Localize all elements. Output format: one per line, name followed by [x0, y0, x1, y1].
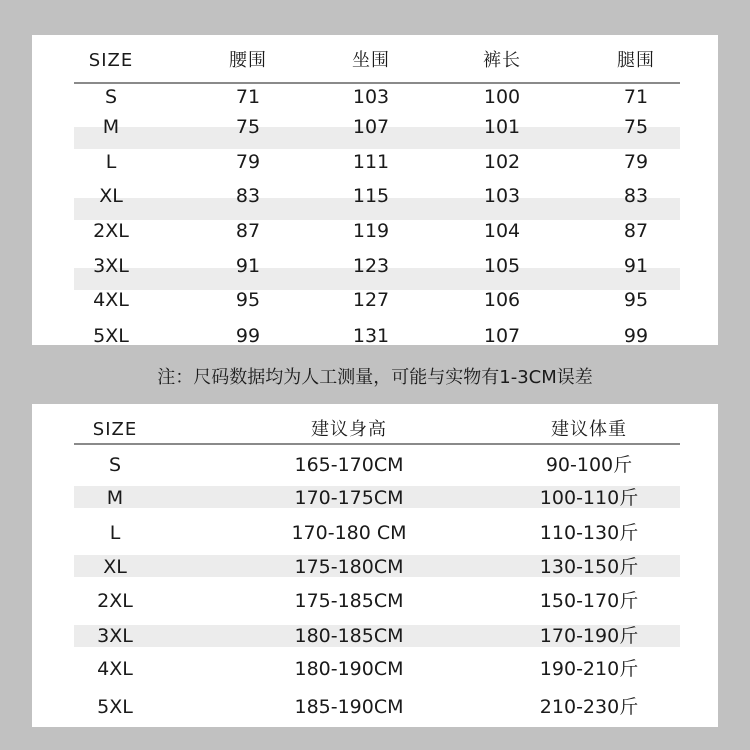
- value-cell: 107: [352, 116, 390, 138]
- column-header: 腰围: [229, 50, 267, 71]
- column-header: SIZE: [92, 419, 138, 440]
- value-cell: 185-190CM: [294, 696, 404, 718]
- value-cell: 175-185CM: [294, 590, 404, 612]
- value-cell: 130-150斤: [539, 556, 639, 578]
- value-cell: 79: [623, 151, 649, 173]
- column-header: 建议体重: [551, 419, 627, 440]
- value-cell: 170-175CM: [294, 487, 404, 509]
- value-cell: 99: [235, 325, 261, 347]
- column-header: 建议身高: [311, 419, 387, 440]
- size-cell: L: [105, 151, 117, 173]
- size-cell: M: [102, 116, 120, 138]
- value-cell: 91: [235, 255, 261, 277]
- size-cell: XL: [99, 185, 123, 207]
- size-cell: XL: [103, 556, 127, 578]
- value-cell: 180-190CM: [294, 658, 404, 680]
- header-divider: [74, 443, 680, 445]
- value-cell: 79: [235, 151, 261, 173]
- value-cell: 90-100斤: [545, 454, 633, 476]
- value-cell: 110-130斤: [539, 522, 639, 544]
- value-cell: 75: [235, 116, 261, 138]
- value-cell: 87: [623, 220, 649, 242]
- value-cell: 175-180CM: [294, 556, 404, 578]
- value-cell: 91: [623, 255, 649, 277]
- value-cell: 119: [352, 220, 390, 242]
- value-cell: 111: [352, 151, 390, 173]
- size-cell: S: [108, 454, 122, 476]
- size-cell: 3XL: [97, 625, 133, 647]
- value-cell: 190-210斤: [539, 658, 639, 680]
- value-cell: 83: [623, 185, 649, 207]
- column-header: 坐围: [352, 50, 390, 71]
- value-cell: 180-185CM: [294, 625, 404, 647]
- value-cell: 115: [352, 185, 390, 207]
- value-cell: 104: [483, 220, 521, 242]
- value-cell: 131: [352, 325, 390, 347]
- size-cell: 5XL: [93, 325, 129, 347]
- measurement-table-panel: [32, 35, 718, 345]
- column-header: 裤长: [483, 50, 521, 71]
- value-cell: 127: [352, 289, 390, 311]
- value-cell: 101: [483, 116, 521, 138]
- size-cell: 4XL: [93, 289, 129, 311]
- column-header: SIZE: [88, 50, 134, 71]
- size-cell: 5XL: [97, 696, 133, 718]
- value-cell: 87: [235, 220, 261, 242]
- size-cell: L: [109, 522, 121, 544]
- value-cell: 83: [235, 185, 261, 207]
- recommendation-table-panel: [32, 404, 718, 727]
- value-cell: 210-230斤: [539, 696, 639, 718]
- value-cell: 103: [483, 185, 521, 207]
- size-cell: 2XL: [97, 590, 133, 612]
- value-cell: 102: [483, 151, 521, 173]
- value-cell: 107: [483, 325, 521, 347]
- value-cell: 150-170斤: [539, 590, 639, 612]
- value-cell: 71: [235, 86, 261, 108]
- size-cell: M: [106, 487, 124, 509]
- column-header: 腿围: [617, 50, 655, 71]
- value-cell: 105: [483, 255, 521, 277]
- value-cell: 95: [235, 289, 261, 311]
- value-cell: 123: [352, 255, 390, 277]
- measurement-note: 注：尺码数据均为人工测量，可能与实物有1-3CM误差: [157, 367, 593, 388]
- size-cell: S: [104, 86, 118, 108]
- value-cell: 165-170CM: [294, 454, 404, 476]
- value-cell: 71: [623, 86, 649, 108]
- value-cell: 99: [623, 325, 649, 347]
- value-cell: 95: [623, 289, 649, 311]
- size-cell: 3XL: [93, 255, 129, 277]
- value-cell: 170-190斤: [539, 625, 639, 647]
- value-cell: 100-110斤: [539, 487, 639, 509]
- value-cell: 75: [623, 116, 649, 138]
- value-cell: 103: [352, 86, 390, 108]
- header-divider: [74, 82, 680, 84]
- size-cell: 2XL: [93, 220, 129, 242]
- value-cell: 106: [483, 289, 521, 311]
- size-cell: 4XL: [97, 658, 133, 680]
- value-cell: 170-180 CM: [291, 522, 407, 544]
- value-cell: 100: [483, 86, 521, 108]
